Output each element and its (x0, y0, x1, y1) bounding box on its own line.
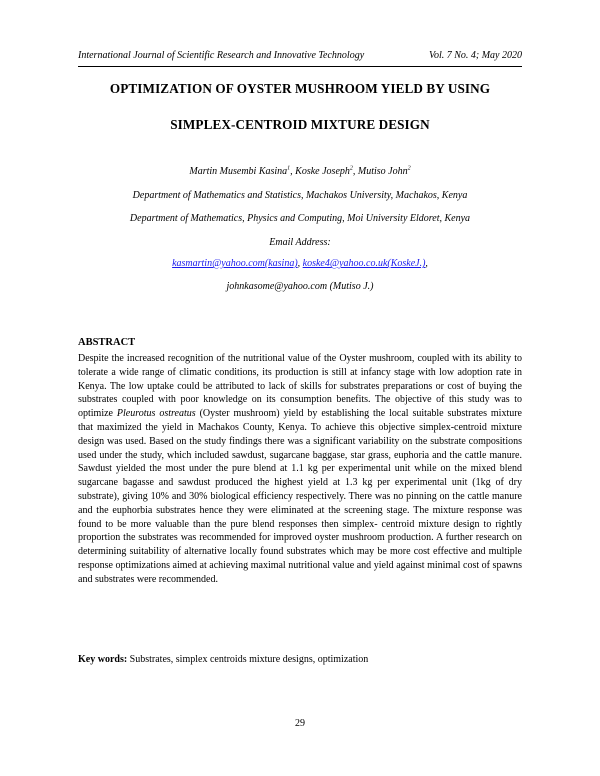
abstract-body (78, 352, 522, 587)
author-list (60, 166, 540, 177)
volume-info: Vol. 7 No. 4; May 2020 (428, 50, 522, 61)
paper-title-line-1: OPTIMIZATION OF OYSTER MUSHROOM YIELD BY USING (109, 81, 491, 96)
abstract-heading: ABSTRACT (78, 337, 136, 348)
email-link-koske[interactable]: koske4@yahoo.co.uk(KoskeJ.) (302, 258, 426, 269)
author-2-affiliation: 2 (349, 165, 353, 172)
email-mutiso: johnkasome@yahoo.com (Mutiso J.) (226, 281, 374, 292)
species-name: Pleurotus ostreatus (116, 408, 196, 420)
email-separator-2: , (425, 258, 428, 269)
email-separator: , (297, 258, 303, 269)
email-links (60, 258, 540, 269)
abstract-text-2: (Oyster mushroom) yield by establishing the local suitable substrates mixture that maximized the yield in Machakos County, Kenya. To achieve this objective simplex-centroid mixture design was used. Based on the study findings there was a significant variability on the substrate compositions used under the study, which included sawdust, sugarcane baggase, star grass, euphoria and the cattle manure. Sawdust yielded the most under the pure blend at 1.1 kg per experimental unit while on the mixed blend sugarcane bagasse and sawdust produced the highest yield at 1.3 kg per experimental unit (1kg of dry substrate), giving 10% and 30% biological efficiency respectively. There was no pinning on the cattle manure and the euphorbia substrates hence they were eliminated at the screening stage. The mixture response was found to be more valuable than the pure blend responses then simplex- centroid mixture design to rightly proportion the substrates was recommended for improved oyster mushroom production. A further research on determining suitability of alternative locally found substrates which may be more cost effective and multiple response optimizations aimed at achieving maximal nutritional value and yield against minimal cost of spawns and substrates were recommended. (78, 408, 522, 585)
author-1: Martin Musembi Kasina (189, 166, 288, 177)
running-header (78, 50, 522, 61)
author-3-affiliation: 2 (407, 165, 411, 172)
author-2: , Koske Joseph (290, 166, 350, 177)
paper-title-line-2: SIMPLEX-CENTROID MIXTURE DESIGN (170, 117, 430, 132)
author-3: , Mutiso John (352, 166, 408, 177)
page-number: 29 (295, 718, 305, 729)
abstract-text-1: Despite the increased recognition of the nutritional value of the Oyster mushroom, coupled with its ability to tolerate a wide range of climatic conditions, its production is still at infancy stage with low adoption rate in Kenya. The low uptake could be attributed to lack of skills for substrates preparations or cost of buying the substrates coupled with poor knowledge on its consumption benefits. The objective of this study was to optimize (78, 353, 522, 420)
author-1-affiliation: 1 (287, 165, 291, 172)
header-rule (78, 66, 522, 67)
journal-name: International Journal of Scientific Research and Innovative Technology (78, 50, 365, 61)
email-label: Email Address: (269, 237, 331, 248)
affiliation-2: Department of Mathematics, Physics and Computing, Moi University Eldoret, Kenya (129, 213, 471, 224)
keywords-label: Key words: (78, 654, 128, 665)
keywords-text: Substrates, simplex centroids mixture designs, optimization (127, 654, 369, 665)
affiliation-1: Department of Mathematics and Statistics, Machakos University, Machakos, Kenya (132, 190, 468, 201)
keywords (78, 654, 522, 665)
email-link-kasina[interactable]: kasmartin@yahoo.com(kasina) (172, 258, 298, 269)
